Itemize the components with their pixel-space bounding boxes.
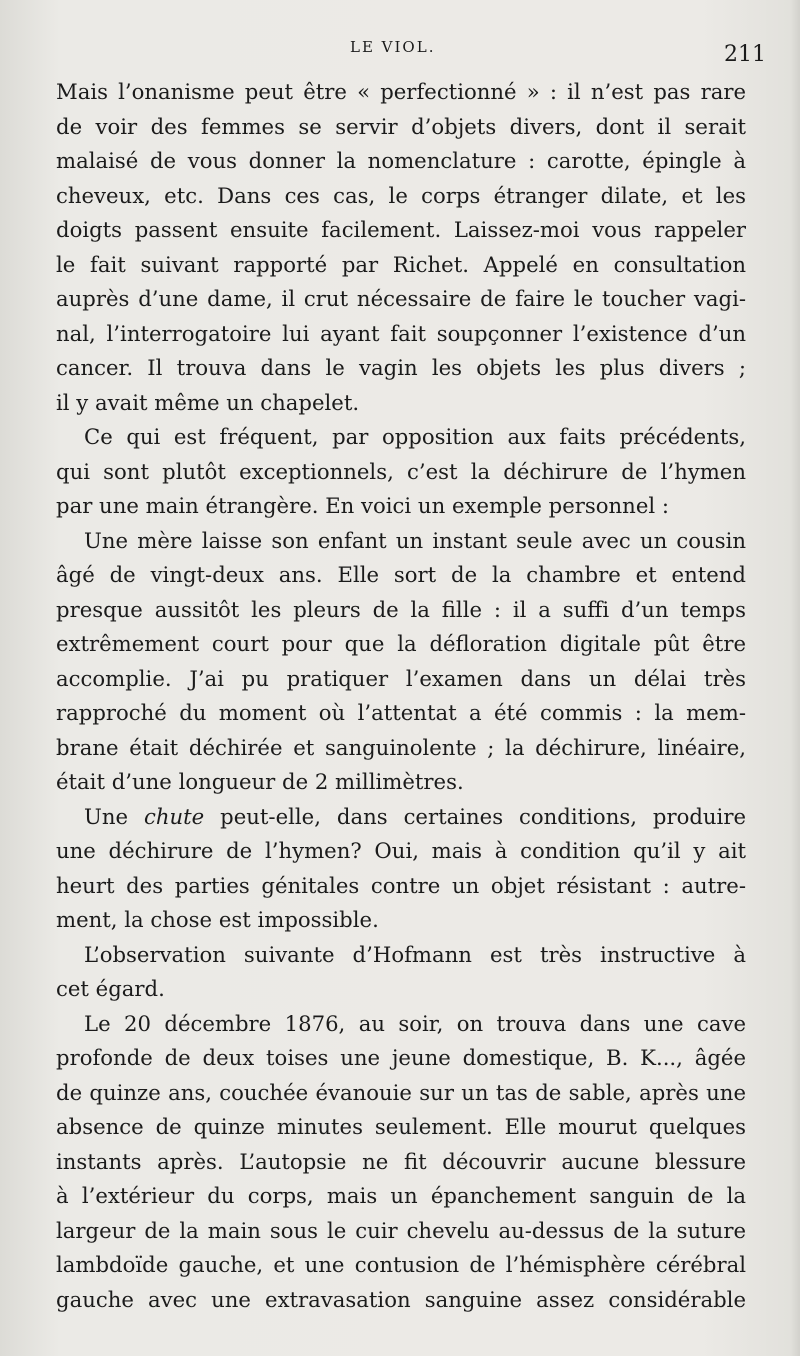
text-line: par une main étrangère. En voici un exemple personnel : [56,493,670,518]
text-line: L’observation suivante d’Hofmann est très instructive à [84,941,746,967]
text-line: cancer. Il trouva dans le vagin les objets les plus divers ; [56,355,746,380]
text-line: nal, l’interrogatoire lui ayant fait soupçonner l’existence d’un [56,320,746,346]
text-line: rapproché du moment où l’attentat a été commis : la mem- [56,700,746,725]
body-text [56,75,746,1317]
text-line: accomplie. J’ai pu pratiquer l’examen dans un délai très [56,665,746,691]
text-line: presque aussitôt les pleurs de la fille : il a suffi d’un temps [56,596,746,622]
text-line: cet égard. [56,976,165,1001]
text-line: heurt des parties génitales contre un objet résistant : autre- [56,872,746,898]
text-line: une déchirure de l’hymen? Oui, mais à condition qu’il y ait [56,838,746,863]
text-line: il y avait même un chapelet. [56,389,360,415]
text-line: Une mère laisse son enfant un instant seule avec un cousin [84,527,746,553]
text-line: malaisé de vous donner la nomenclature : carotte, épingle à [56,148,746,173]
text-line: largeur de la main sous le cuir chevelu au-dessus de la suture [56,1217,746,1243]
page-number: 211 [724,42,766,67]
text-line: gauche avec une extravasation sanguine assez considérable [56,1286,746,1312]
text-line: ment, la chose est impossible. [56,907,379,932]
text-line: cheveux, etc. Dans ces cas, le corps étranger dilate, et les [56,182,746,208]
text-line: Mais l’onanisme peut être « perfectionné » : il n’est pas rare [56,79,746,104]
text-line: Le 20 décembre 1876, au soir, on trouva dans une cave [84,1010,746,1036]
text-line: de voir des femmes se servir d’objets divers, dont il serait [56,113,746,139]
text-line: doigts passent ensuite facilement. Laissez-moi vous rappeler [56,217,746,242]
text-line: à l’extérieur du corps, mais un épanchement sanguin de la [56,1183,746,1208]
running-title: LE VIOL. [350,38,436,56]
text-line: Une chute peut-elle, dans certaines conditions, produire [84,803,746,829]
text-line: instants après. L’autopsie ne fit découvrir aucune blessure [56,1148,746,1174]
text-line: extrêmement court pour que la défloration digitale pût être [56,631,746,656]
text-line: brane était déchirée et sanguinolente ; la déchirure, linéaire, [56,734,746,760]
text-line: auprès d’une dame, il crut nécessaire de faire le toucher vagi- [56,286,746,311]
text-line: qui sont plutôt exceptionnels, c’est la déchirure de l’hymen [56,458,746,484]
text-line: le fait suivant rapporté par Richet. Appelé en consultation [56,251,746,277]
text-line: âgé de vingt-deux ans. Elle sort de la chambre et entend [56,562,746,587]
page-header [0,36,800,76]
text-line: de quinze ans, couchée évanouie sur un tas de sable, après une [56,1079,746,1105]
text-line: lambdoïde gauche, et une contusion de l’hémisphère cérébral [56,1252,746,1277]
text-line: Ce qui est fréquent, par opposition aux faits précédents, [84,424,746,449]
text-line: profonde de deux toises une jeune domestique, B. K..., âgée [56,1045,746,1070]
text-line: était d’une longueur de 2 millimètres. [56,769,464,794]
text-line: absence de quinze minutes seulement. Elle mourut quelques [56,1114,746,1139]
